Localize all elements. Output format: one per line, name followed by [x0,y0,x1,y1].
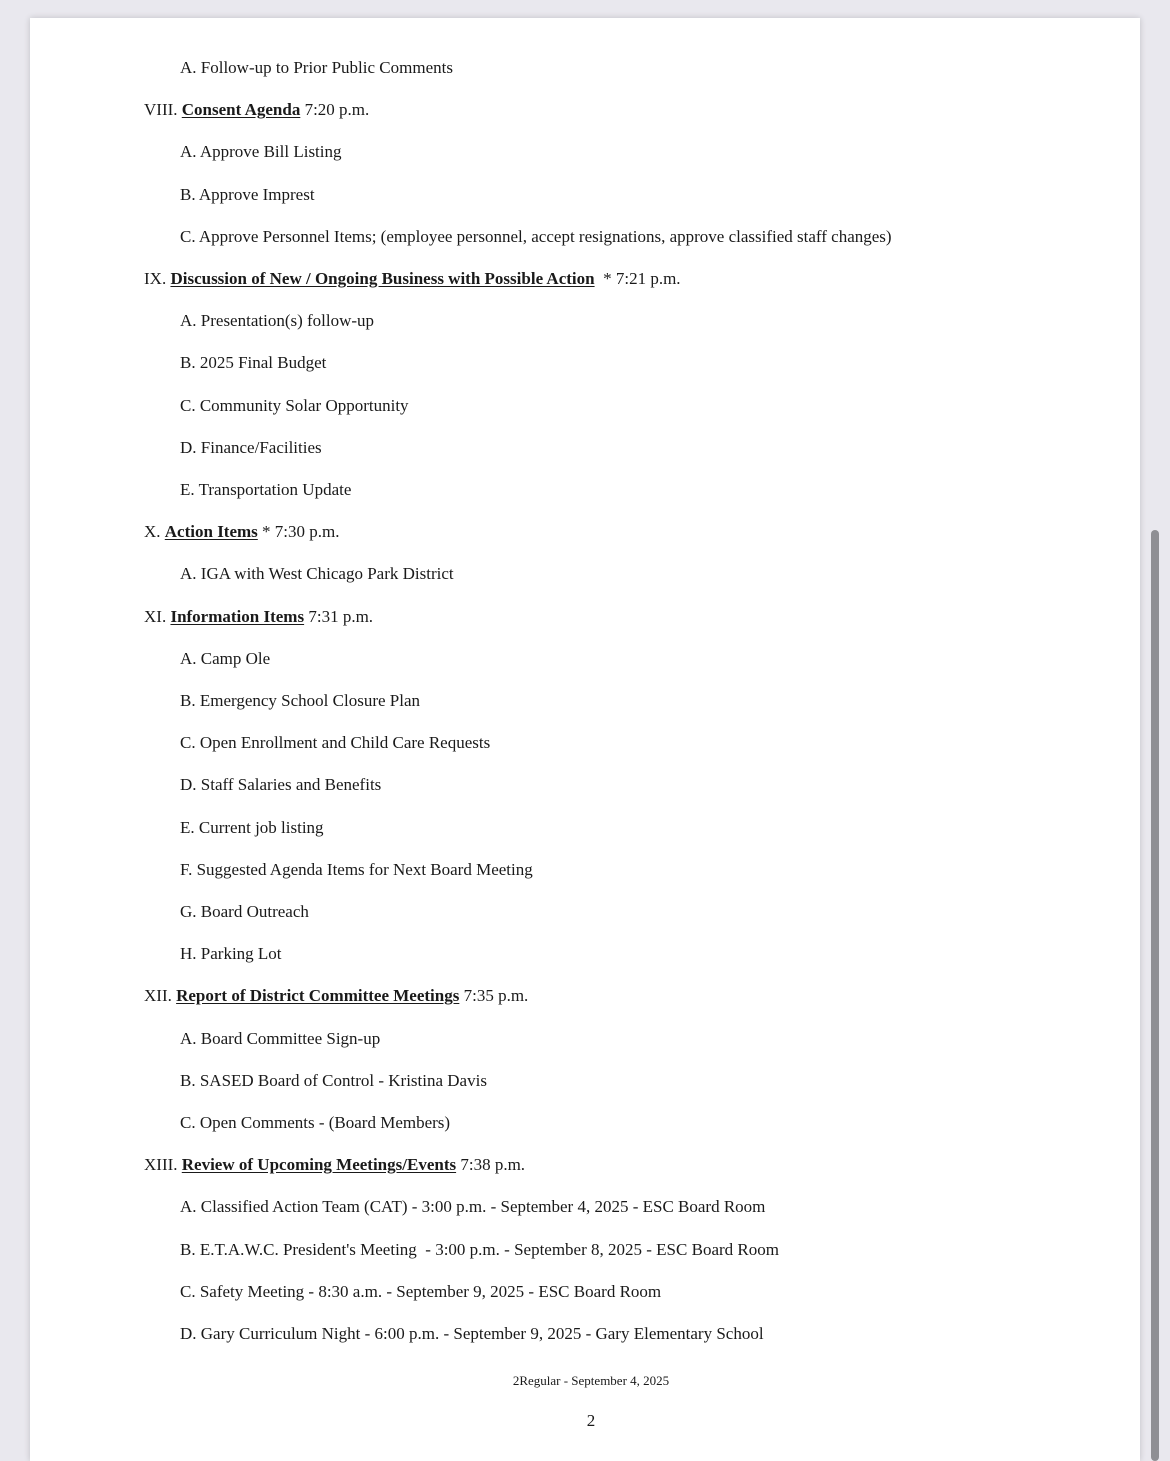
section-numeral: IX. [144,269,167,288]
scrollbar-thumb[interactable] [1151,530,1159,1461]
section-time: 7:35 p.m. [459,986,529,1006]
section-header [144,607,373,627]
section-heading: Report of District Committee Meetings [176,986,460,1006]
section-heading: Review of Upcoming Meetings/Events [181,1155,457,1175]
section-header [144,1155,525,1175]
section-time: * 7:21 p.m. [594,269,681,288]
agenda-item: A. Classified Action Team (CAT) - 3:00 p.m. - September 4, 2025 - ESC Board Room [180,1197,766,1217]
agenda-item: E. Current job listing [180,817,324,837]
section-numeral: VIII. [144,100,178,120]
section-header [144,269,681,289]
agenda-item: C. Safety Meeting - 8:30 a.m. - September 9, 2025 - ESC Board Room [180,1281,662,1301]
section-heading: Discussion of New / Ongoing Business with Possible Action [170,269,595,288]
agenda-item: D. Gary Curriculum Night - 6:00 p.m. - September 9, 2025 - Gary Elementary School [180,1324,764,1343]
agenda-item: H. Parking Lot [180,944,282,964]
agenda-item: A. Camp Ole [180,648,271,668]
agenda-item: C. Open Comments - (Board Members) [180,1113,451,1132]
agenda-item: G. Board Outreach [180,902,309,921]
agenda-item: D. Finance/Facilities [180,437,322,457]
agenda-item: B. SASED Board of Control - Kristina Davis [180,1070,487,1090]
section-heading: Information Items [170,606,305,626]
agenda-item: F. Suggested Agenda Items for Next Board Meeting [180,859,533,879]
agenda-item: B. Approve Imprest [180,184,315,204]
section-header [144,986,528,1006]
footer-label: 2Regular - September 4, 2025 [512,1373,670,1388]
section-heading: Consent Agenda [181,100,301,120]
document-page [30,18,1140,1461]
section-time: 7:31 p.m. [304,606,374,626]
agenda-item: B. 2025 Final Budget [180,353,327,373]
agenda-item: A. Presentation(s) follow-up [180,311,375,331]
agenda-item: C. Open Enrollment and Child Care Requests [180,733,491,753]
section-time: 7:20 p.m. [300,100,370,120]
agenda-item: C. Approve Personnel Items; (employee personnel, accept resignations, approve classified staff changes) [180,226,892,246]
section-numeral: XI. [144,606,167,626]
section-numeral: X. [144,522,161,542]
agenda-item: D. Staff Salaries and Benefits [180,775,382,795]
section-header [144,522,340,542]
agenda-item: E. Transportation Update [180,480,352,499]
agenda-item: B. Emergency School Closure Plan [180,691,421,710]
page-number: 2 [586,1411,596,1430]
section-numeral: XII. [144,986,172,1006]
agenda-item: C. Community Solar Opportunity [180,395,409,415]
agenda-item: A. Follow-up to Prior Public Comments [180,58,453,77]
section-time: * 7:30 p.m. [257,522,340,542]
section-numeral: XIII. [144,1155,178,1175]
agenda-item: A. IGA with West Chicago Park District [180,564,454,584]
section-time: 7:38 p.m. [456,1155,526,1175]
section-heading: Action Items [164,522,258,542]
section-header [144,100,369,120]
agenda-item: A. Approve Bill Listing [180,142,342,162]
agenda-item: B. E.T.A.W.C. President's Meeting - 3:00 p.m. - September 8, 2025 - ESC Board Room [180,1239,779,1259]
agenda-item: A. Board Committee Sign-up [180,1028,381,1048]
